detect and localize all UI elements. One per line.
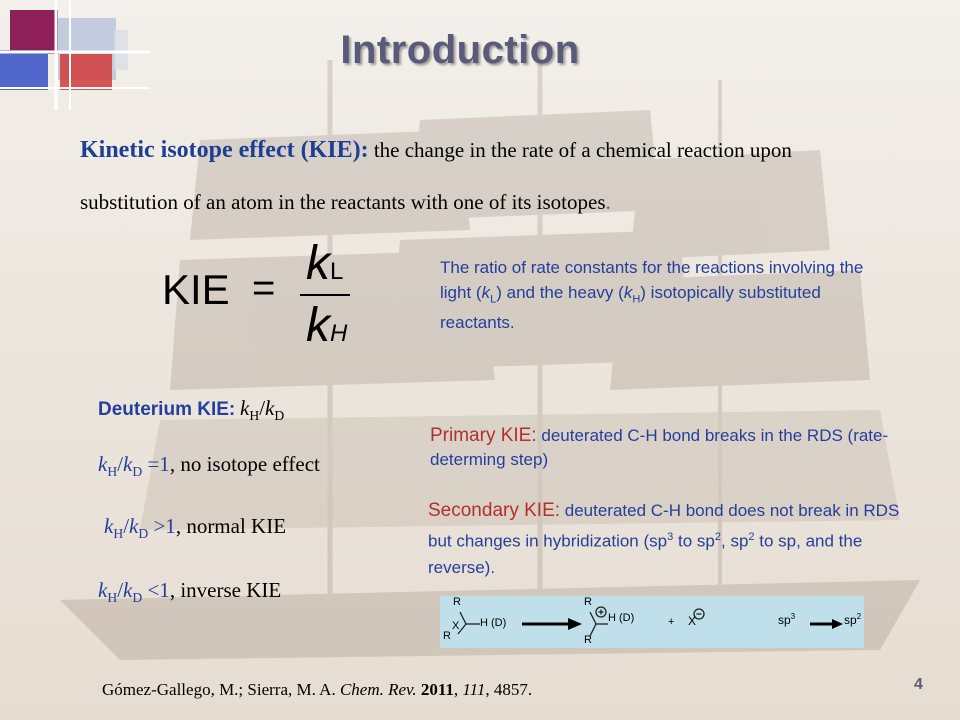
c3-d: D	[132, 590, 143, 606]
ratio-note-k1: k	[481, 282, 491, 302]
secondary-text-3: , sp	[721, 531, 749, 551]
primary-colon: :	[531, 425, 537, 446]
case-normal	[104, 514, 286, 542]
scheme-r1: R	[453, 596, 461, 608]
c1-h: H	[107, 464, 118, 480]
secondary-colon: :	[554, 500, 561, 521]
c3-value: <1	[142, 578, 170, 602]
fraction-bar	[300, 294, 350, 296]
scheme-plus: +	[668, 616, 675, 628]
c3-desc: , inverse KIE	[169, 578, 282, 602]
kie-definition-text: the change in the rate of a chemical reaction upon substitution of an atom in the reactants with one of its isotopes	[80, 138, 792, 214]
ratio-note-text-3: ) isotopically substituted reactants.	[440, 282, 821, 333]
scheme-x2: X	[688, 614, 697, 628]
formula-numerator	[306, 236, 343, 300]
secondary-sup-2: 2	[714, 531, 721, 543]
ratio-note	[440, 256, 870, 336]
formula-lhs: KIE	[162, 266, 230, 313]
c1-k1: k	[98, 452, 108, 476]
primary-heading: Primary KIE	[430, 425, 532, 446]
citation	[102, 680, 532, 700]
dk-slash: /	[259, 396, 266, 420]
scheme-r2: R	[443, 630, 451, 642]
dk-d: D	[274, 408, 285, 424]
citation-volume: 111	[458, 680, 486, 699]
scheme-sp3-label: sp	[778, 613, 791, 627]
ratio-note-k2: k	[623, 282, 633, 302]
c2-value: >1	[148, 514, 176, 538]
secondary-heading: Secondary KIE	[428, 500, 555, 521]
dk-h: H	[249, 408, 260, 424]
ratio-note-text-2: ) and the heavy (	[496, 282, 624, 302]
scheme-sp3	[778, 612, 795, 627]
slide-title: Introduction	[340, 28, 580, 72]
dk-k2: k	[265, 396, 275, 420]
scheme-x1: X	[452, 620, 460, 632]
case-no-effect	[98, 452, 320, 480]
citation-year: 2011	[416, 680, 454, 699]
citation-sep: ,	[453, 680, 459, 699]
c2-d: D	[138, 526, 149, 542]
citation-pages: , 4857.	[485, 680, 533, 699]
primary-text: deuterated C-H bond breaks in the RDS (rate-determing step)	[430, 426, 889, 469]
scheme-hd1: H (D)	[480, 617, 507, 629]
citation-journal: Chem. Rev.	[339, 680, 417, 699]
c1-slash: /	[117, 452, 124, 476]
scheme-sp2-label: sp	[844, 613, 857, 627]
primary-kie-note	[430, 424, 890, 472]
scheme-sp3-sup: 3	[790, 612, 796, 621]
numerator-sub: L	[330, 258, 344, 285]
secondary-text-4: to sp, and the reverse).	[428, 531, 863, 577]
deuterium-label: Deuterium KIE:	[98, 399, 236, 420]
dk-k1: k	[240, 396, 250, 420]
c2-k2: k	[129, 514, 139, 538]
scheme-sp2-sup: 2	[856, 612, 862, 621]
secondary-kie-note	[428, 498, 918, 581]
c1-value: =1	[142, 452, 170, 476]
secondary-text-1: deuterated C-H bond does not break in RDS but changes in hybridization (sp	[428, 501, 900, 551]
reaction-scheme	[440, 596, 864, 648]
deuterium-kie	[98, 396, 284, 424]
ratio-note-text-1: The ratio of rate constants for the reactions involving the light (	[440, 258, 864, 302]
ratio-note-sub-h: H	[632, 292, 641, 305]
c3-k2: k	[123, 578, 133, 602]
kie-term: Kinetic isotope effect (KIE):	[80, 137, 369, 163]
c2-slash: /	[123, 514, 130, 538]
denominator-sub: H	[330, 320, 348, 347]
scheme-sp2	[844, 612, 861, 627]
formula-equals: =	[252, 266, 276, 310]
scheme-hd2: H (D)	[608, 612, 635, 624]
case-inverse	[98, 578, 281, 606]
secondary-sup-3: 2	[748, 531, 755, 543]
kie-definition	[80, 124, 880, 228]
numerator-k: k	[306, 237, 330, 290]
secondary-text-2: to sp	[673, 531, 715, 551]
c2-desc: , normal KIE	[175, 514, 287, 538]
kie-definition-end: .	[605, 190, 611, 214]
secondary-sup-1: 3	[667, 531, 674, 543]
citation-authors: Gómez-Gallego, M.; Sierra, M. A.	[102, 680, 340, 699]
kie-formula	[160, 236, 390, 366]
c3-h: H	[107, 590, 118, 606]
c3-k1: k	[98, 578, 108, 602]
page-number: 4	[914, 676, 923, 693]
denominator-k: k	[306, 299, 330, 352]
c1-d: D	[132, 464, 143, 480]
c2-h: H	[113, 526, 124, 542]
scheme-r3: R	[584, 596, 592, 608]
c1-desc: , no isotope effect	[169, 452, 320, 476]
c2-k1: k	[104, 514, 114, 538]
formula-denominator	[306, 298, 347, 362]
c1-k2: k	[123, 452, 133, 476]
scheme-r4: R	[584, 634, 592, 646]
ratio-note-sub-l: L	[490, 292, 497, 305]
c3-slash: /	[117, 578, 124, 602]
